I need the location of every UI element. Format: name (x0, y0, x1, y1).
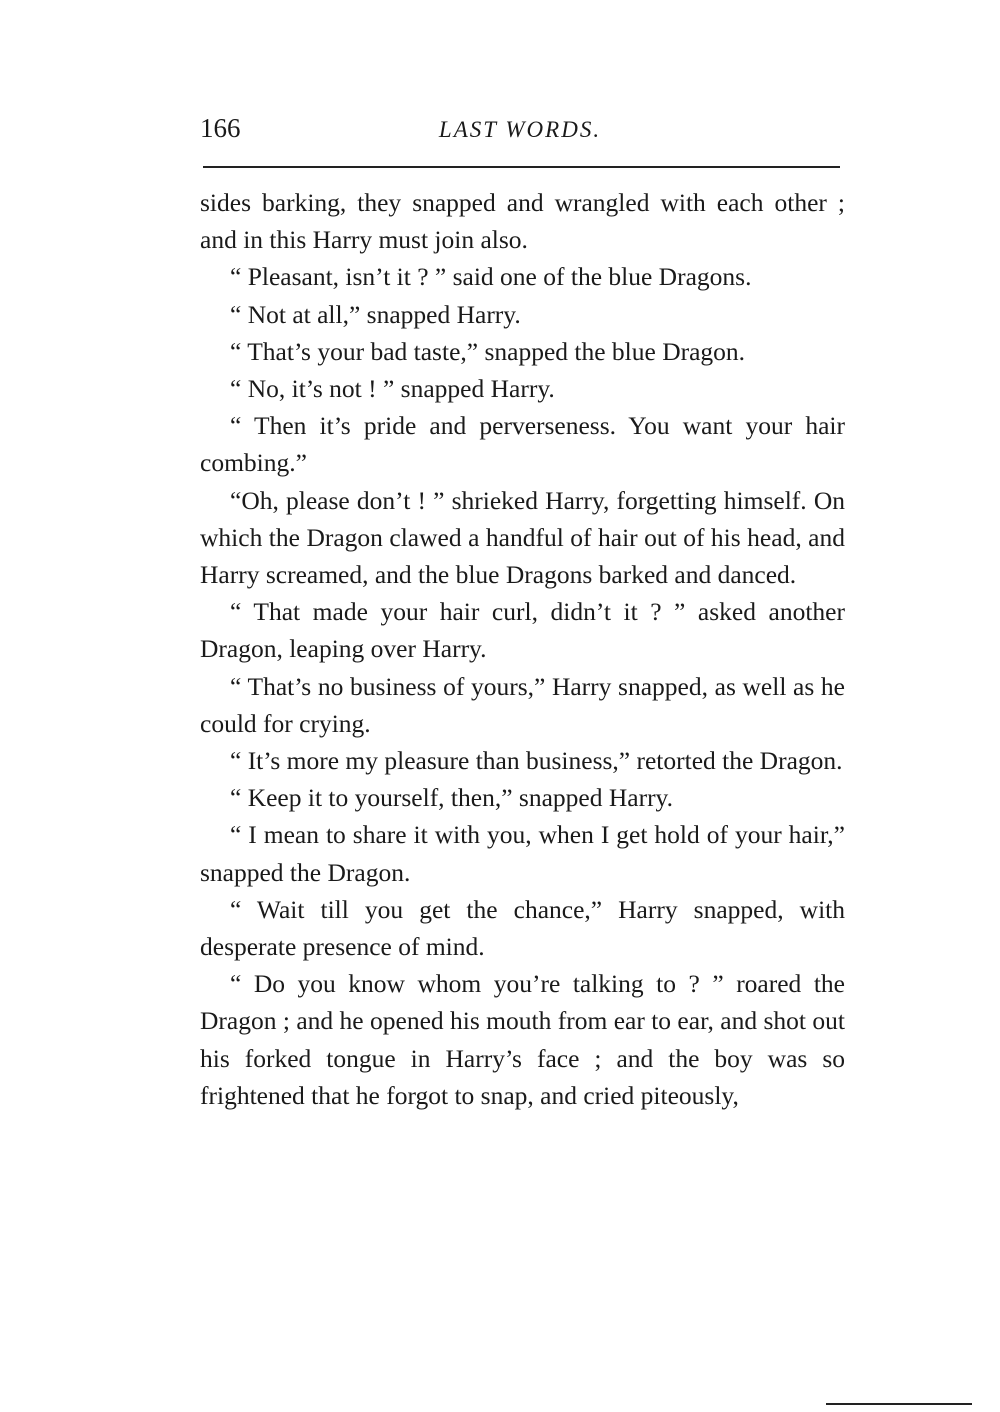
paragraph: “ Wait till you get the chance,” Harry snapped, with desperate presence of mind. (200, 894, 845, 962)
paragraph: “ No, it’s not ! ” snapped Harry. (230, 374, 555, 404)
page-number: 166 (200, 113, 241, 143)
paragraph: “ That’s no business of yours,” Harry snapped, as well as he could for crying. (200, 671, 845, 738)
paragraph: “ Pleasant, isn’t it ? ” said one of the blue Dragons. (230, 262, 752, 292)
paragraph: “ Then it’s pride and perverseness. You want your hair combing.” (200, 411, 845, 478)
running-title: LAST WORDS. (438, 117, 602, 142)
paragraph: “Oh, please don’t ! ” shrieked Harry, forgetting himself. On which the Dragon clawed a handful of hair out of his head, and Harry screamed, and the blue Dragons barked and danced. (200, 485, 845, 590)
paragraph: “ Do you know whom you’re talking to ? ” roared the Dragon ; and he opened his mouth from ear to ear, and shot out his forked tongue in Harry’s face ; and the boy was so frightened that he forgot to snap, and cried piteously, (200, 969, 845, 1110)
footer-rule (826, 1403, 972, 1405)
paragraph: “ That’s your bad taste,” snapped the blue Dragon. (230, 336, 746, 366)
header-rule (203, 166, 840, 168)
paragraph: sides barking, they snapped and wrangled with each other ; and in this Harry must join also. (200, 188, 845, 255)
paragraph: “ Not at all,” snapped Harry. (230, 299, 521, 329)
paragraph: “ That made your hair curl, didn’t it ? ” asked another Dragon, leaping over Harry. (200, 597, 845, 664)
paragraph: “ I mean to share it with you, when I get hold of your hair,” snapped the Dragon. (200, 820, 845, 887)
paragraph: “ It’s more my pleasure than business,” retorted the Dragon. (230, 746, 843, 776)
page-body (200, 184, 845, 1114)
paragraph: “ Keep it to yourself, then,” snapped Harry. (230, 783, 674, 813)
page-header (200, 110, 840, 154)
